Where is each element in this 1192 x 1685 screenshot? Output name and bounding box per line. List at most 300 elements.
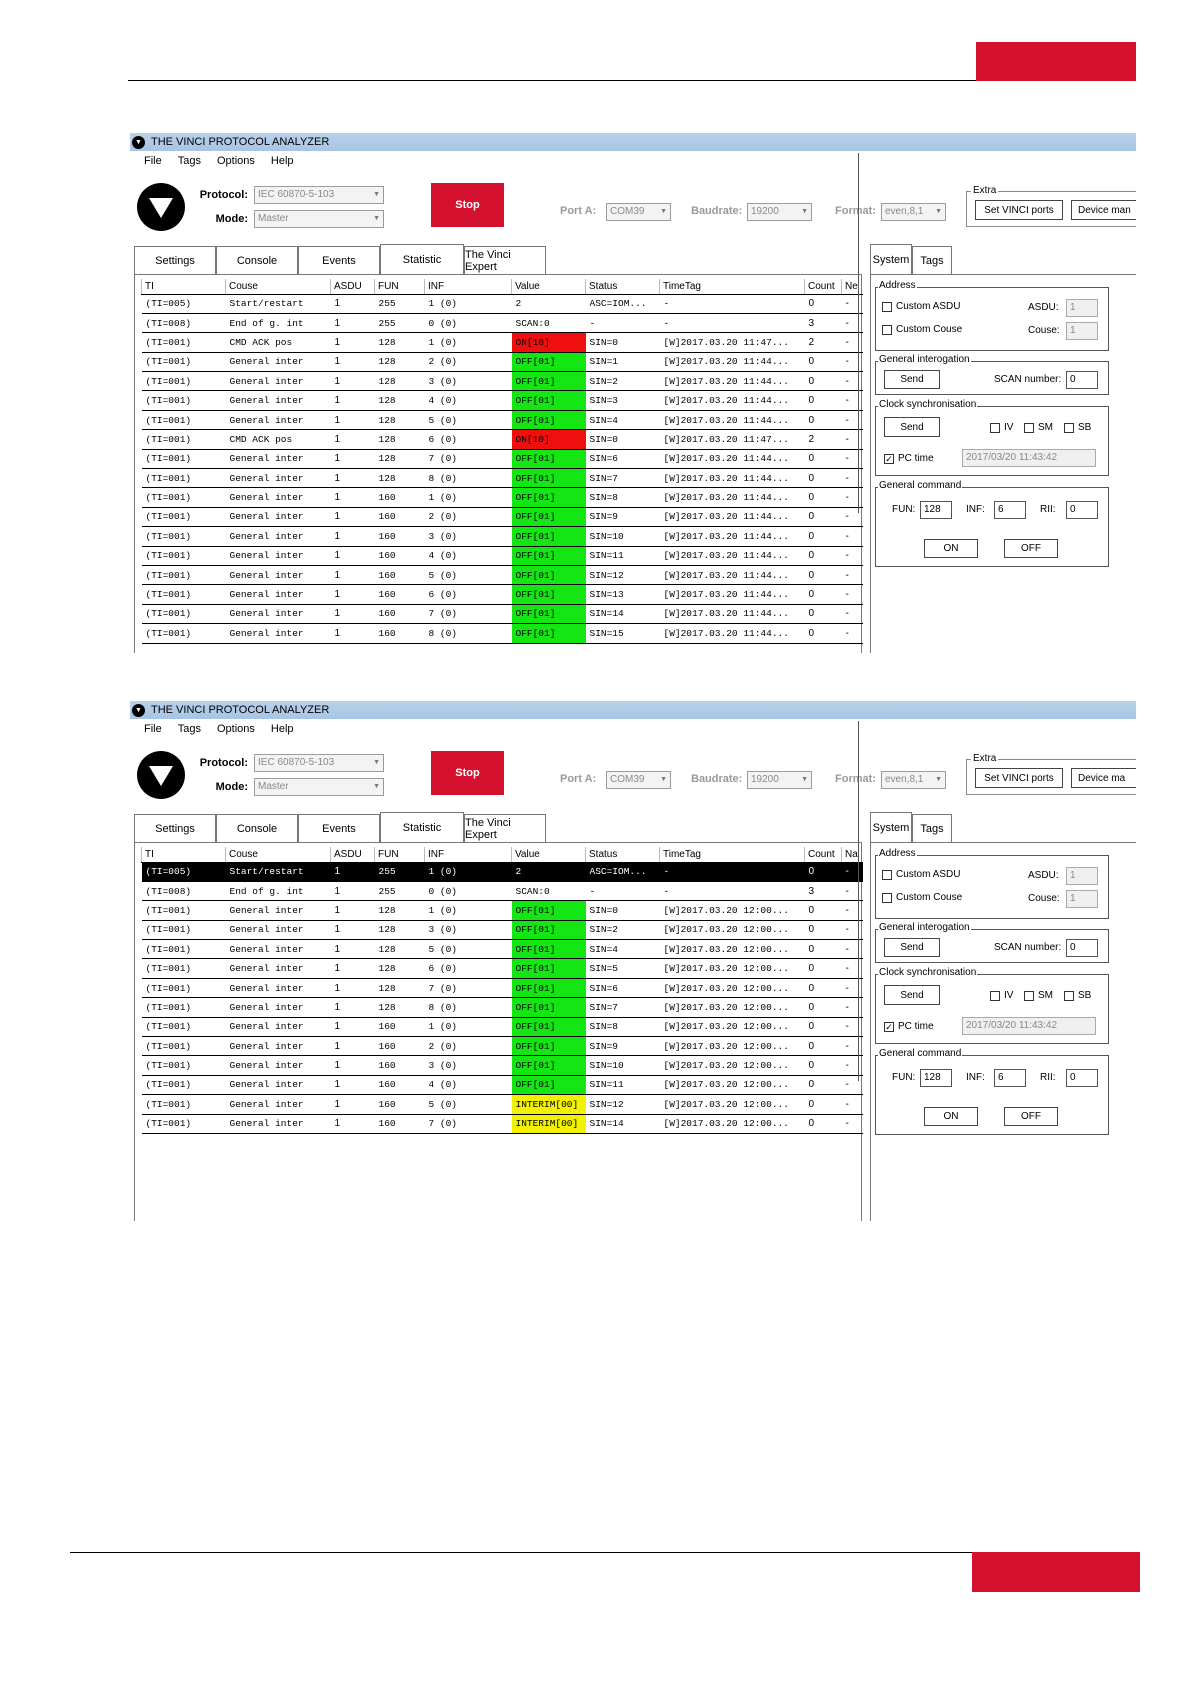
format-select[interactable] xyxy=(881,771,946,789)
cell-ti: (TI=001) xyxy=(142,1095,226,1114)
table-row[interactable] xyxy=(142,978,863,997)
set-vinci-ports-button[interactable]: Set VINCI ports xyxy=(975,200,1063,220)
clock-send-button[interactable]: Send xyxy=(884,417,940,437)
column-header[interactable]: FUN xyxy=(375,279,425,294)
table-row[interactable] xyxy=(142,430,863,449)
tab-tags[interactable]: Tags xyxy=(912,814,952,842)
tab-settings[interactable]: Settings xyxy=(134,814,216,842)
gi-send-button[interactable]: Send xyxy=(884,938,940,957)
table-row[interactable] xyxy=(142,546,863,565)
cell-asdu: 1 xyxy=(331,565,375,584)
checkbox-icon xyxy=(1024,423,1034,433)
table-row[interactable] xyxy=(142,333,863,352)
cell-ne: - xyxy=(842,604,863,623)
tab-events[interactable]: Events xyxy=(298,246,380,274)
mode-label: Mode: xyxy=(215,213,248,225)
datetime-value: 2017/03/20 11:43:42 xyxy=(966,452,1058,463)
format-label: Format: xyxy=(835,205,876,217)
cell-ti: (TI=001) xyxy=(142,1114,226,1133)
column-header[interactable]: ASDU xyxy=(331,279,375,294)
table-row[interactable] xyxy=(142,372,863,391)
extra-group xyxy=(966,753,1136,795)
general-interrogation-label: General interogation xyxy=(879,922,970,933)
table-row[interactable] xyxy=(142,624,863,643)
cell-time: [W]2017.03.20 11:44... xyxy=(660,527,805,546)
cell-value: OFF[01] xyxy=(512,410,586,429)
table-row[interactable] xyxy=(142,469,863,488)
cell-ne: - xyxy=(842,565,863,584)
iv-checkbox[interactable] xyxy=(990,422,1013,433)
menu-item-options[interactable]: Options xyxy=(216,723,255,735)
cell-asdu: 1 xyxy=(331,862,375,881)
sm-checkbox[interactable] xyxy=(1024,990,1053,1001)
cell-couse: General inter xyxy=(226,527,331,546)
cell-value: OFF[01] xyxy=(512,604,586,623)
table-row[interactable] xyxy=(142,507,863,526)
window-title: THE VINCI PROTOCOL ANALYZER xyxy=(151,136,330,148)
table-row[interactable] xyxy=(142,959,863,978)
table-row[interactable] xyxy=(142,998,863,1017)
cell-inf: 2 (0) xyxy=(425,507,512,526)
vinci-analyzer-window-1 xyxy=(130,133,1136,653)
cell-couse: General inter xyxy=(226,604,331,623)
cell-status: SIN=1 xyxy=(586,352,660,371)
datetime-value: 2017/03/20 11:43:42 xyxy=(966,1020,1058,1031)
rii-input[interactable]: 0 xyxy=(1066,1069,1098,1087)
scan-number-input[interactable]: 0 xyxy=(1066,939,1098,957)
sm-checkbox[interactable] xyxy=(1024,422,1053,433)
tab-statistic[interactable]: Statistic xyxy=(380,812,464,842)
custom-couse-checkbox[interactable] xyxy=(882,324,962,335)
cell-count: 0 xyxy=(805,585,842,604)
table-row[interactable] xyxy=(142,488,863,507)
menu-bar xyxy=(130,155,294,173)
cell-ne: - xyxy=(842,313,863,332)
cell-fun: 128 xyxy=(375,959,425,978)
custom-asdu-checkbox[interactable] xyxy=(882,301,960,312)
cell-status: SIN=9 xyxy=(586,507,660,526)
cell-time: [W]2017.03.20 11:47... xyxy=(660,333,805,352)
table-row[interactable] xyxy=(142,410,863,429)
clock-send-button[interactable]: Send xyxy=(884,985,940,1005)
cell-asdu: 1 xyxy=(331,313,375,332)
menu-item-file[interactable]: File xyxy=(144,723,162,735)
chevron-down-icon: ▼ xyxy=(373,783,380,790)
system-panel xyxy=(870,274,1136,653)
datetime-picker[interactable] xyxy=(962,449,1096,467)
mode-label: Mode: xyxy=(215,781,248,793)
cell-couse: General inter xyxy=(226,940,331,959)
sm-label: SM xyxy=(1038,422,1053,433)
table-scrollbar[interactable] xyxy=(858,721,862,1081)
table-row[interactable] xyxy=(142,1056,863,1075)
cell-asdu: 1 xyxy=(331,1037,375,1056)
cell-value: OFF[01] xyxy=(512,1075,586,1094)
custom-asdu-checkbox[interactable] xyxy=(882,869,960,880)
cell-status: SIN=2 xyxy=(586,920,660,939)
cell-status: SIN=6 xyxy=(586,449,660,468)
column-header[interactable]: Status xyxy=(586,279,660,294)
cell-ti: (TI=008) xyxy=(142,313,226,332)
device-manager-button[interactable]: Device ma xyxy=(1071,768,1136,788)
column-header[interactable]: Couse xyxy=(226,847,331,862)
cell-status: SIN=15 xyxy=(586,624,660,643)
cell-count: 0 xyxy=(805,527,842,546)
cell-ti: (TI=001) xyxy=(142,624,226,643)
cell-status: ASC=IOM... xyxy=(586,294,660,313)
cell-count: 2 xyxy=(805,333,842,352)
couse-input[interactable]: 1 xyxy=(1066,322,1098,340)
cell-status: SIN=3 xyxy=(586,391,660,410)
baudrate-select[interactable] xyxy=(747,203,812,221)
column-header[interactable]: Value xyxy=(512,279,586,294)
cell-fun: 128 xyxy=(375,920,425,939)
cell-couse: General inter xyxy=(226,959,331,978)
address-group xyxy=(875,848,1109,919)
cell-time: - xyxy=(660,881,805,900)
cell-asdu: 1 xyxy=(331,352,375,371)
baudrate-value: 19200 xyxy=(751,206,779,217)
cell-time: [W]2017.03.20 12:00... xyxy=(660,1017,805,1036)
gi-send-button[interactable]: Send xyxy=(884,370,940,389)
device-manager-button[interactable]: Device man xyxy=(1071,200,1136,220)
cell-ne: - xyxy=(842,585,863,604)
statistic-panel xyxy=(134,274,862,653)
tab-system[interactable]: System xyxy=(870,244,912,274)
cell-inf: 8 (0) xyxy=(425,469,512,488)
cell-ne: - xyxy=(842,998,863,1017)
cell-couse: CMD ACK pos xyxy=(226,430,331,449)
column-header[interactable]: TI xyxy=(142,279,226,294)
stop-button[interactable]: Stop xyxy=(431,183,504,227)
couse-input[interactable]: 1 xyxy=(1066,890,1098,908)
menu-item-tags[interactable]: Tags xyxy=(177,723,201,735)
cell-value: OFF[01] xyxy=(512,1017,586,1036)
port-value: COM39 xyxy=(610,206,645,217)
clock-sync-label: Clock synchronisation xyxy=(879,967,977,978)
column-header[interactable]: Count xyxy=(805,847,842,862)
custom-couse-checkbox[interactable] xyxy=(882,892,962,903)
cell-ne: - xyxy=(842,1017,863,1036)
custom-couse-label: Custom Couse xyxy=(896,892,963,903)
cell-time: - xyxy=(660,294,805,313)
cell-asdu: 1 xyxy=(331,881,375,900)
cell-asdu: 1 xyxy=(331,1075,375,1094)
checkbox-icon xyxy=(990,423,1000,433)
mode-value: Master xyxy=(258,781,289,792)
port-select[interactable] xyxy=(606,203,671,221)
checkbox-icon xyxy=(882,893,892,903)
cell-asdu: 1 xyxy=(331,1114,375,1133)
cell-ne: - xyxy=(842,978,863,997)
cell-status: SIN=0 xyxy=(586,333,660,352)
cell-status: SIN=14 xyxy=(586,1114,660,1133)
table-row[interactable] xyxy=(142,313,863,332)
cell-asdu: 1 xyxy=(331,449,375,468)
table-row[interactable] xyxy=(142,449,863,468)
table-row[interactable] xyxy=(142,881,863,900)
extra-label: Extra xyxy=(973,185,997,196)
chevron-down-icon: ▼ xyxy=(660,776,667,783)
table-row[interactable] xyxy=(142,1114,863,1133)
column-header[interactable]: FUN xyxy=(375,847,425,862)
cell-ti: (TI=001) xyxy=(142,527,226,546)
general-command-label: General command xyxy=(879,1048,962,1059)
column-header[interactable]: INF xyxy=(425,279,512,294)
tab-events[interactable]: Events xyxy=(298,814,380,842)
column-header[interactable]: TimeTag xyxy=(660,279,805,294)
cell-inf: 1 (0) xyxy=(425,901,512,920)
cell-value: OFF[01] xyxy=(512,901,586,920)
table-row[interactable] xyxy=(142,1075,863,1094)
checkbox-icon xyxy=(1064,991,1074,1001)
menu-item-options[interactable]: Options xyxy=(216,155,255,167)
menu-item-help[interactable]: Help xyxy=(270,155,294,167)
menu-item-tags[interactable]: Tags xyxy=(177,155,201,167)
table-row[interactable] xyxy=(142,527,863,546)
cell-count: 0 xyxy=(805,978,842,997)
cell-ne: - xyxy=(842,624,863,643)
cell-ti: (TI=001) xyxy=(142,940,226,959)
cell-status: SIN=2 xyxy=(586,372,660,391)
cell-ti: (TI=001) xyxy=(142,449,226,468)
cell-status: SIN=12 xyxy=(586,565,660,584)
chevron-down-icon: ▼ xyxy=(801,776,808,783)
scan-number-input[interactable]: 0 xyxy=(1066,371,1098,389)
cell-time: [W]2017.03.20 11:44... xyxy=(660,604,805,623)
cell-count: 0 xyxy=(805,546,842,565)
cell-time: [W]2017.03.20 11:44... xyxy=(660,624,805,643)
cell-count: 0 xyxy=(805,372,842,391)
sb-checkbox[interactable] xyxy=(1064,422,1091,433)
address-label: Address xyxy=(879,848,916,859)
on-button[interactable]: ON xyxy=(924,1107,978,1126)
cell-fun: 160 xyxy=(375,546,425,565)
table-row[interactable] xyxy=(142,940,863,959)
sb-checkbox[interactable] xyxy=(1064,990,1091,1001)
column-header[interactable]: Status xyxy=(586,847,660,862)
fun-input[interactable]: 128 xyxy=(920,501,952,519)
cell-value: OFF[01] xyxy=(512,372,586,391)
tab-the-vinci-expert[interactable]: The Vinci Expert xyxy=(464,246,546,274)
fun-label: FUN: xyxy=(892,1072,916,1083)
cell-couse: General inter xyxy=(226,391,331,410)
table-header-row xyxy=(142,279,863,294)
column-header[interactable]: Ne xyxy=(842,279,863,294)
column-header[interactable]: Count xyxy=(805,279,842,294)
cell-couse: General inter xyxy=(226,565,331,584)
cell-inf: 8 (0) xyxy=(425,624,512,643)
cell-time: [W]2017.03.20 12:00... xyxy=(660,940,805,959)
cell-time: [W]2017.03.20 11:44... xyxy=(660,352,805,371)
cell-value: ON[10] xyxy=(512,333,586,352)
column-header[interactable]: Couse xyxy=(226,279,331,294)
mode-select[interactable] xyxy=(254,210,384,228)
format-select[interactable] xyxy=(881,203,946,221)
protocol-value: IEC 60870-5-103 xyxy=(258,189,335,200)
tab-settings[interactable]: Settings xyxy=(134,246,216,274)
cell-ne: - xyxy=(842,881,863,900)
port-label: Port A: xyxy=(560,773,597,785)
cell-time: [W]2017.03.20 11:44... xyxy=(660,372,805,391)
tab-tags[interactable]: Tags xyxy=(912,246,952,274)
cell-value: OFF[01] xyxy=(512,1056,586,1075)
cell-fun: 128 xyxy=(375,469,425,488)
cell-count: 0 xyxy=(805,352,842,371)
mode-select[interactable] xyxy=(254,778,384,796)
inf-input[interactable]: 6 xyxy=(994,501,1026,519)
cell-fun: 160 xyxy=(375,527,425,546)
statistic-panel xyxy=(134,842,862,1221)
sb-label: SB xyxy=(1078,990,1092,1001)
cell-ne: - xyxy=(842,333,863,352)
cell-value: OFF[01] xyxy=(512,488,586,507)
cell-status: SIN=14 xyxy=(586,604,660,623)
cell-couse: End of g. int xyxy=(226,881,331,900)
cell-ti: (TI=005) xyxy=(142,294,226,313)
cell-status: SIN=11 xyxy=(586,1075,660,1094)
table-row[interactable] xyxy=(142,565,863,584)
fun-input[interactable]: 128 xyxy=(920,1069,952,1087)
cell-count: 0 xyxy=(805,862,842,881)
scan-number-label: SCAN number: xyxy=(994,374,1062,385)
cell-inf: 4 (0) xyxy=(425,546,512,565)
cell-asdu: 1 xyxy=(331,391,375,410)
asdu-input[interactable]: 1 xyxy=(1066,299,1098,317)
cell-inf: 1 (0) xyxy=(425,294,512,313)
table-row[interactable] xyxy=(142,352,863,371)
cell-ti: (TI=001) xyxy=(142,1056,226,1075)
header-rule xyxy=(128,80,976,81)
cell-fun: 160 xyxy=(375,488,425,507)
off-button[interactable]: OFF xyxy=(1004,539,1058,558)
column-header[interactable]: Na xyxy=(842,847,863,862)
cell-ne: - xyxy=(842,940,863,959)
rii-input[interactable]: 0 xyxy=(1066,501,1098,519)
chevron-down-icon: ▼ xyxy=(935,776,942,783)
cell-ti: (TI=001) xyxy=(142,391,226,410)
column-header[interactable]: INF xyxy=(425,847,512,862)
tab-console[interactable]: Console xyxy=(216,246,298,274)
cell-fun: 128 xyxy=(375,940,425,959)
tab-console[interactable]: Console xyxy=(216,814,298,842)
cell-value: OFF[01] xyxy=(512,507,586,526)
cell-count: 3 xyxy=(805,881,842,900)
cell-ne: - xyxy=(842,546,863,565)
table-row[interactable] xyxy=(142,862,863,881)
cell-asdu: 1 xyxy=(331,1017,375,1036)
off-button[interactable]: OFF xyxy=(1004,1107,1058,1126)
format-value: even,8,1 xyxy=(885,206,924,217)
column-header[interactable]: ASDU xyxy=(331,847,375,862)
column-header[interactable]: TimeTag xyxy=(660,847,805,862)
table-row[interactable] xyxy=(142,1095,863,1114)
iv-checkbox[interactable] xyxy=(990,990,1013,1001)
cell-time: [W]2017.03.20 12:00... xyxy=(660,998,805,1017)
cell-ti: (TI=001) xyxy=(142,901,226,920)
cell-time: [W]2017.03.20 11:44... xyxy=(660,391,805,410)
on-button[interactable]: ON xyxy=(924,539,978,558)
cell-ti: (TI=001) xyxy=(142,604,226,623)
menu-item-file[interactable]: File xyxy=(144,155,162,167)
table-row[interactable] xyxy=(142,585,863,604)
cell-fun: 128 xyxy=(375,430,425,449)
cell-count: 0 xyxy=(805,940,842,959)
cell-inf: 7 (0) xyxy=(425,604,512,623)
cell-value: OFF[01] xyxy=(512,527,586,546)
menu-item-help[interactable]: Help xyxy=(270,723,294,735)
table-row[interactable] xyxy=(142,604,863,623)
cell-ne: - xyxy=(842,469,863,488)
set-vinci-ports-button[interactable]: Set VINCI ports xyxy=(975,768,1063,788)
cell-value: OFF[01] xyxy=(512,585,586,604)
protocol-select[interactable] xyxy=(254,754,384,772)
cell-inf: 1 (0) xyxy=(425,333,512,352)
cell-couse: General inter xyxy=(226,585,331,604)
table-row[interactable] xyxy=(142,1037,863,1056)
cell-ti: (TI=001) xyxy=(142,372,226,391)
cell-status: - xyxy=(586,881,660,900)
cell-asdu: 1 xyxy=(331,469,375,488)
custom-asdu-label: Custom ASDU xyxy=(896,869,961,880)
cell-ti: (TI=001) xyxy=(142,920,226,939)
tab-the-vinci-expert[interactable]: The Vinci Expert xyxy=(464,814,546,842)
cell-asdu: 1 xyxy=(331,998,375,1017)
cell-count: 0 xyxy=(805,604,842,623)
cell-ti: (TI=001) xyxy=(142,978,226,997)
column-header[interactable]: TI xyxy=(142,847,226,862)
cell-fun: 128 xyxy=(375,333,425,352)
protocol-select[interactable] xyxy=(254,186,384,204)
asdu-input[interactable]: 1 xyxy=(1066,867,1098,885)
cell-asdu: 1 xyxy=(331,959,375,978)
table-row[interactable] xyxy=(142,294,863,313)
table-row[interactable] xyxy=(142,1017,863,1036)
cell-asdu: 1 xyxy=(331,1056,375,1075)
table-row[interactable] xyxy=(142,391,863,410)
cell-couse: General inter xyxy=(226,998,331,1017)
cell-couse: General inter xyxy=(226,1017,331,1036)
inf-input[interactable]: 6 xyxy=(994,1069,1026,1087)
cell-count: 0 xyxy=(805,294,842,313)
cell-fun: 160 xyxy=(375,565,425,584)
cell-time: [W]2017.03.20 11:44... xyxy=(660,410,805,429)
pc-time-checkbox[interactable] xyxy=(884,1021,934,1032)
table-scrollbar[interactable] xyxy=(858,153,862,513)
stop-button[interactable]: Stop xyxy=(431,751,504,795)
table-row[interactable] xyxy=(142,920,863,939)
table-row[interactable] xyxy=(142,901,863,920)
column-header[interactable]: Value xyxy=(512,847,586,862)
cell-value: OFF[01] xyxy=(512,940,586,959)
cell-time: [W]2017.03.20 12:00... xyxy=(660,901,805,920)
app-logo-icon: ▼ xyxy=(132,136,145,149)
cell-count: 0 xyxy=(805,1114,842,1133)
general-interrogation-label: General interogation xyxy=(879,354,970,365)
tab-system[interactable]: System xyxy=(870,812,912,842)
cell-value: OFF[01] xyxy=(512,624,586,643)
cell-inf: 3 (0) xyxy=(425,372,512,391)
cell-count: 0 xyxy=(805,959,842,978)
tab-statistic[interactable]: Statistic xyxy=(380,244,464,274)
pc-time-checkbox[interactable] xyxy=(884,453,934,464)
cell-ti: (TI=001) xyxy=(142,430,226,449)
cell-count: 0 xyxy=(805,391,842,410)
datetime-picker[interactable] xyxy=(962,1017,1096,1035)
baudrate-select[interactable] xyxy=(747,771,812,789)
address-label: Address xyxy=(879,280,916,291)
port-select[interactable] xyxy=(606,771,671,789)
